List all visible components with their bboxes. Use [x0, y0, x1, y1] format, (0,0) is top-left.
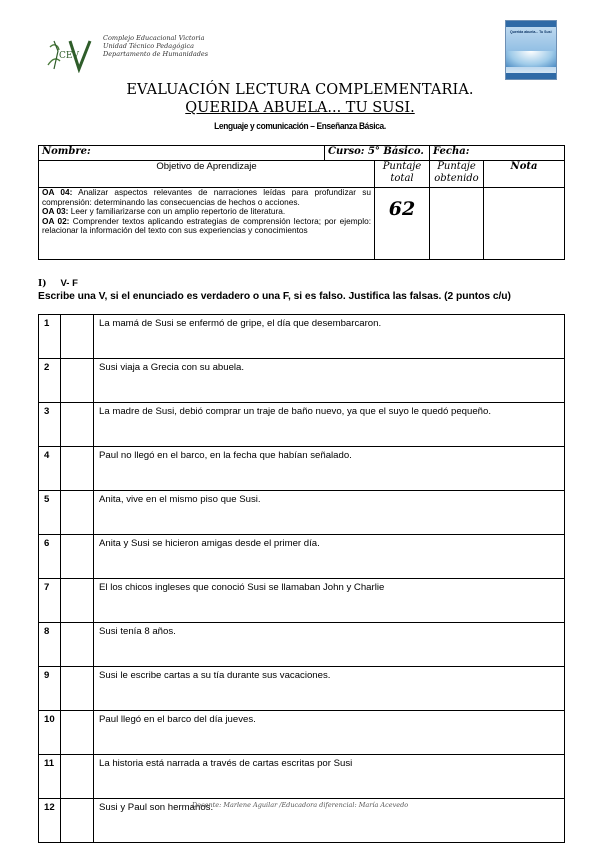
- answer-box[interactable]: [61, 403, 94, 447]
- question-number: 11: [39, 755, 61, 799]
- answer-box[interactable]: [61, 535, 94, 579]
- section-instruction: Escribe una V, si el enunciado es verdadero o una F, si es falso. Justifica las falsas. (2 puntos c/u): [38, 291, 511, 302]
- total-score-header: Puntaje total: [375, 161, 430, 188]
- date-field[interactable]: Fecha:: [430, 146, 565, 161]
- question-statement: Susi viaja a Grecia con su abuela.: [94, 359, 565, 403]
- document-title: EVALUACIÓN LECTURA COMPLEMENTARIA.: [126, 82, 474, 98]
- total-score-value: 62: [375, 188, 430, 260]
- question-statement: La madre de Susi, debió comprar un traje de baño nuevo, ya que el suyo le quedó pequeño.: [94, 403, 565, 447]
- objective-code: OA 04:: [42, 187, 73, 197]
- answer-box[interactable]: [61, 491, 94, 535]
- answer-box[interactable]: [61, 667, 94, 711]
- cover-band: [506, 21, 556, 27]
- school-line: Complejo Educacional Victoria: [103, 34, 205, 42]
- obtained-score-header: Puntaje obtenido: [430, 161, 484, 188]
- question-statement: Susi y Paul son hermanos.: [94, 799, 565, 843]
- true-false-table: [38, 314, 565, 843]
- school-line: Unidad Técnico Pedagógica: [103, 42, 195, 51]
- objectives-list: [39, 188, 375, 260]
- question-row: [39, 447, 565, 491]
- objective-text: Analizar aspectos relevantes de narraciones leídas para profundizar su comprensión: determinando las consecuencias de hechos o acciones.: [42, 187, 371, 207]
- document-subtitle: Lenguaje y comunicación – Enseñanza Básica.: [214, 121, 386, 132]
- question-statement: La mamá de Susi se enfermó de gripe, el día que desembarcaron.: [94, 315, 565, 359]
- question-row: [39, 359, 565, 403]
- question-statement: Anita, vive en el mismo piso que Susi.: [94, 491, 565, 535]
- question-number: 7: [39, 579, 61, 623]
- objective-header: Objetivo de Aprendizaje: [39, 161, 375, 188]
- objective-code: OA 03:: [42, 206, 69, 217]
- question-number: 8: [39, 623, 61, 667]
- objective-code: OA 02:: [42, 215, 70, 226]
- question-number: 3: [39, 403, 61, 447]
- answer-box[interactable]: [61, 755, 94, 799]
- book-title: [0, 100, 600, 116]
- question-statement: Susi le escribe cartas a su tía durante sus vacaciones.: [94, 667, 565, 711]
- obtained-score-cell[interactable]: [430, 188, 484, 260]
- section-heading: [38, 278, 78, 289]
- question-number: 10: [39, 711, 61, 755]
- footer-credits: Docente: Marlene Aguilar /Educadora diferencial: María Acevedo: [191, 801, 409, 809]
- book-title-text: QUERIDA ABUELA... TU SUSI.: [185, 100, 415, 116]
- question-statement: Susi tenía 8 años.: [94, 623, 565, 667]
- answer-box[interactable]: [61, 315, 94, 359]
- question-row: [39, 315, 565, 359]
- grade-cell[interactable]: [484, 188, 565, 260]
- school-logo: [46, 37, 92, 73]
- objective-item: [42, 217, 371, 236]
- question-row: [39, 535, 565, 579]
- info-table: [38, 145, 565, 260]
- objective-text: Leer y familiarizarse con un amplio repertorio de literatura.: [70, 206, 286, 217]
- school-line: Departamento de Humanidades: [103, 50, 209, 59]
- cover-title: Querida abuela... Tu Susi: [510, 30, 552, 34]
- question-row: [39, 491, 565, 535]
- question-number: 1: [39, 315, 61, 359]
- question-statement: Paul no llegó en el barco, en la fecha que habían señalado.: [94, 447, 565, 491]
- question-row: [39, 579, 565, 623]
- svg-text:CEV: CEV: [59, 51, 79, 61]
- question-number: 2: [39, 359, 61, 403]
- answer-box[interactable]: [61, 579, 94, 623]
- question-statement: El los chicos ingleses que conoció Susi se llamaban John y Charlie: [94, 579, 565, 623]
- answer-box[interactable]: [61, 447, 94, 491]
- question-statement: Paul llegó en el barco del día jueves.: [94, 711, 565, 755]
- question-number: 12: [39, 799, 61, 843]
- question-row: [39, 667, 565, 711]
- section-number: I): [38, 279, 47, 289]
- objective-text: Comprender textos aplicando estrategias de comprensión lectora; por ejemplo: relacionar la información del texto con sus experiencias y conocimientos: [42, 215, 371, 236]
- question-number: 4: [39, 447, 61, 491]
- grade-header: Nota: [484, 161, 565, 188]
- objective-item: [42, 188, 371, 207]
- section-title: V- F: [60, 278, 78, 289]
- question-number: 6: [39, 535, 61, 579]
- answer-box[interactable]: [61, 711, 94, 755]
- question-row: [39, 623, 565, 667]
- question-number: 9: [39, 667, 61, 711]
- answer-box[interactable]: [61, 623, 94, 667]
- question-row: [39, 711, 565, 755]
- question-statement: La historia está narrada a través de cartas escritas por Susi: [94, 755, 565, 799]
- name-field[interactable]: Nombre:: [39, 146, 325, 161]
- cover-art: [506, 51, 556, 67]
- question-row: [39, 755, 565, 799]
- question-number: 5: [39, 491, 61, 535]
- course-field: Curso: 5° Básico.: [325, 146, 430, 161]
- school-name: [103, 34, 208, 59]
- question-statement: Anita y Susi se hicieron amigas desde el primer día.: [94, 535, 565, 579]
- cover-band: [506, 73, 556, 79]
- answer-box[interactable]: [61, 359, 94, 403]
- book-cover-image: [505, 20, 557, 80]
- question-row: [39, 403, 565, 447]
